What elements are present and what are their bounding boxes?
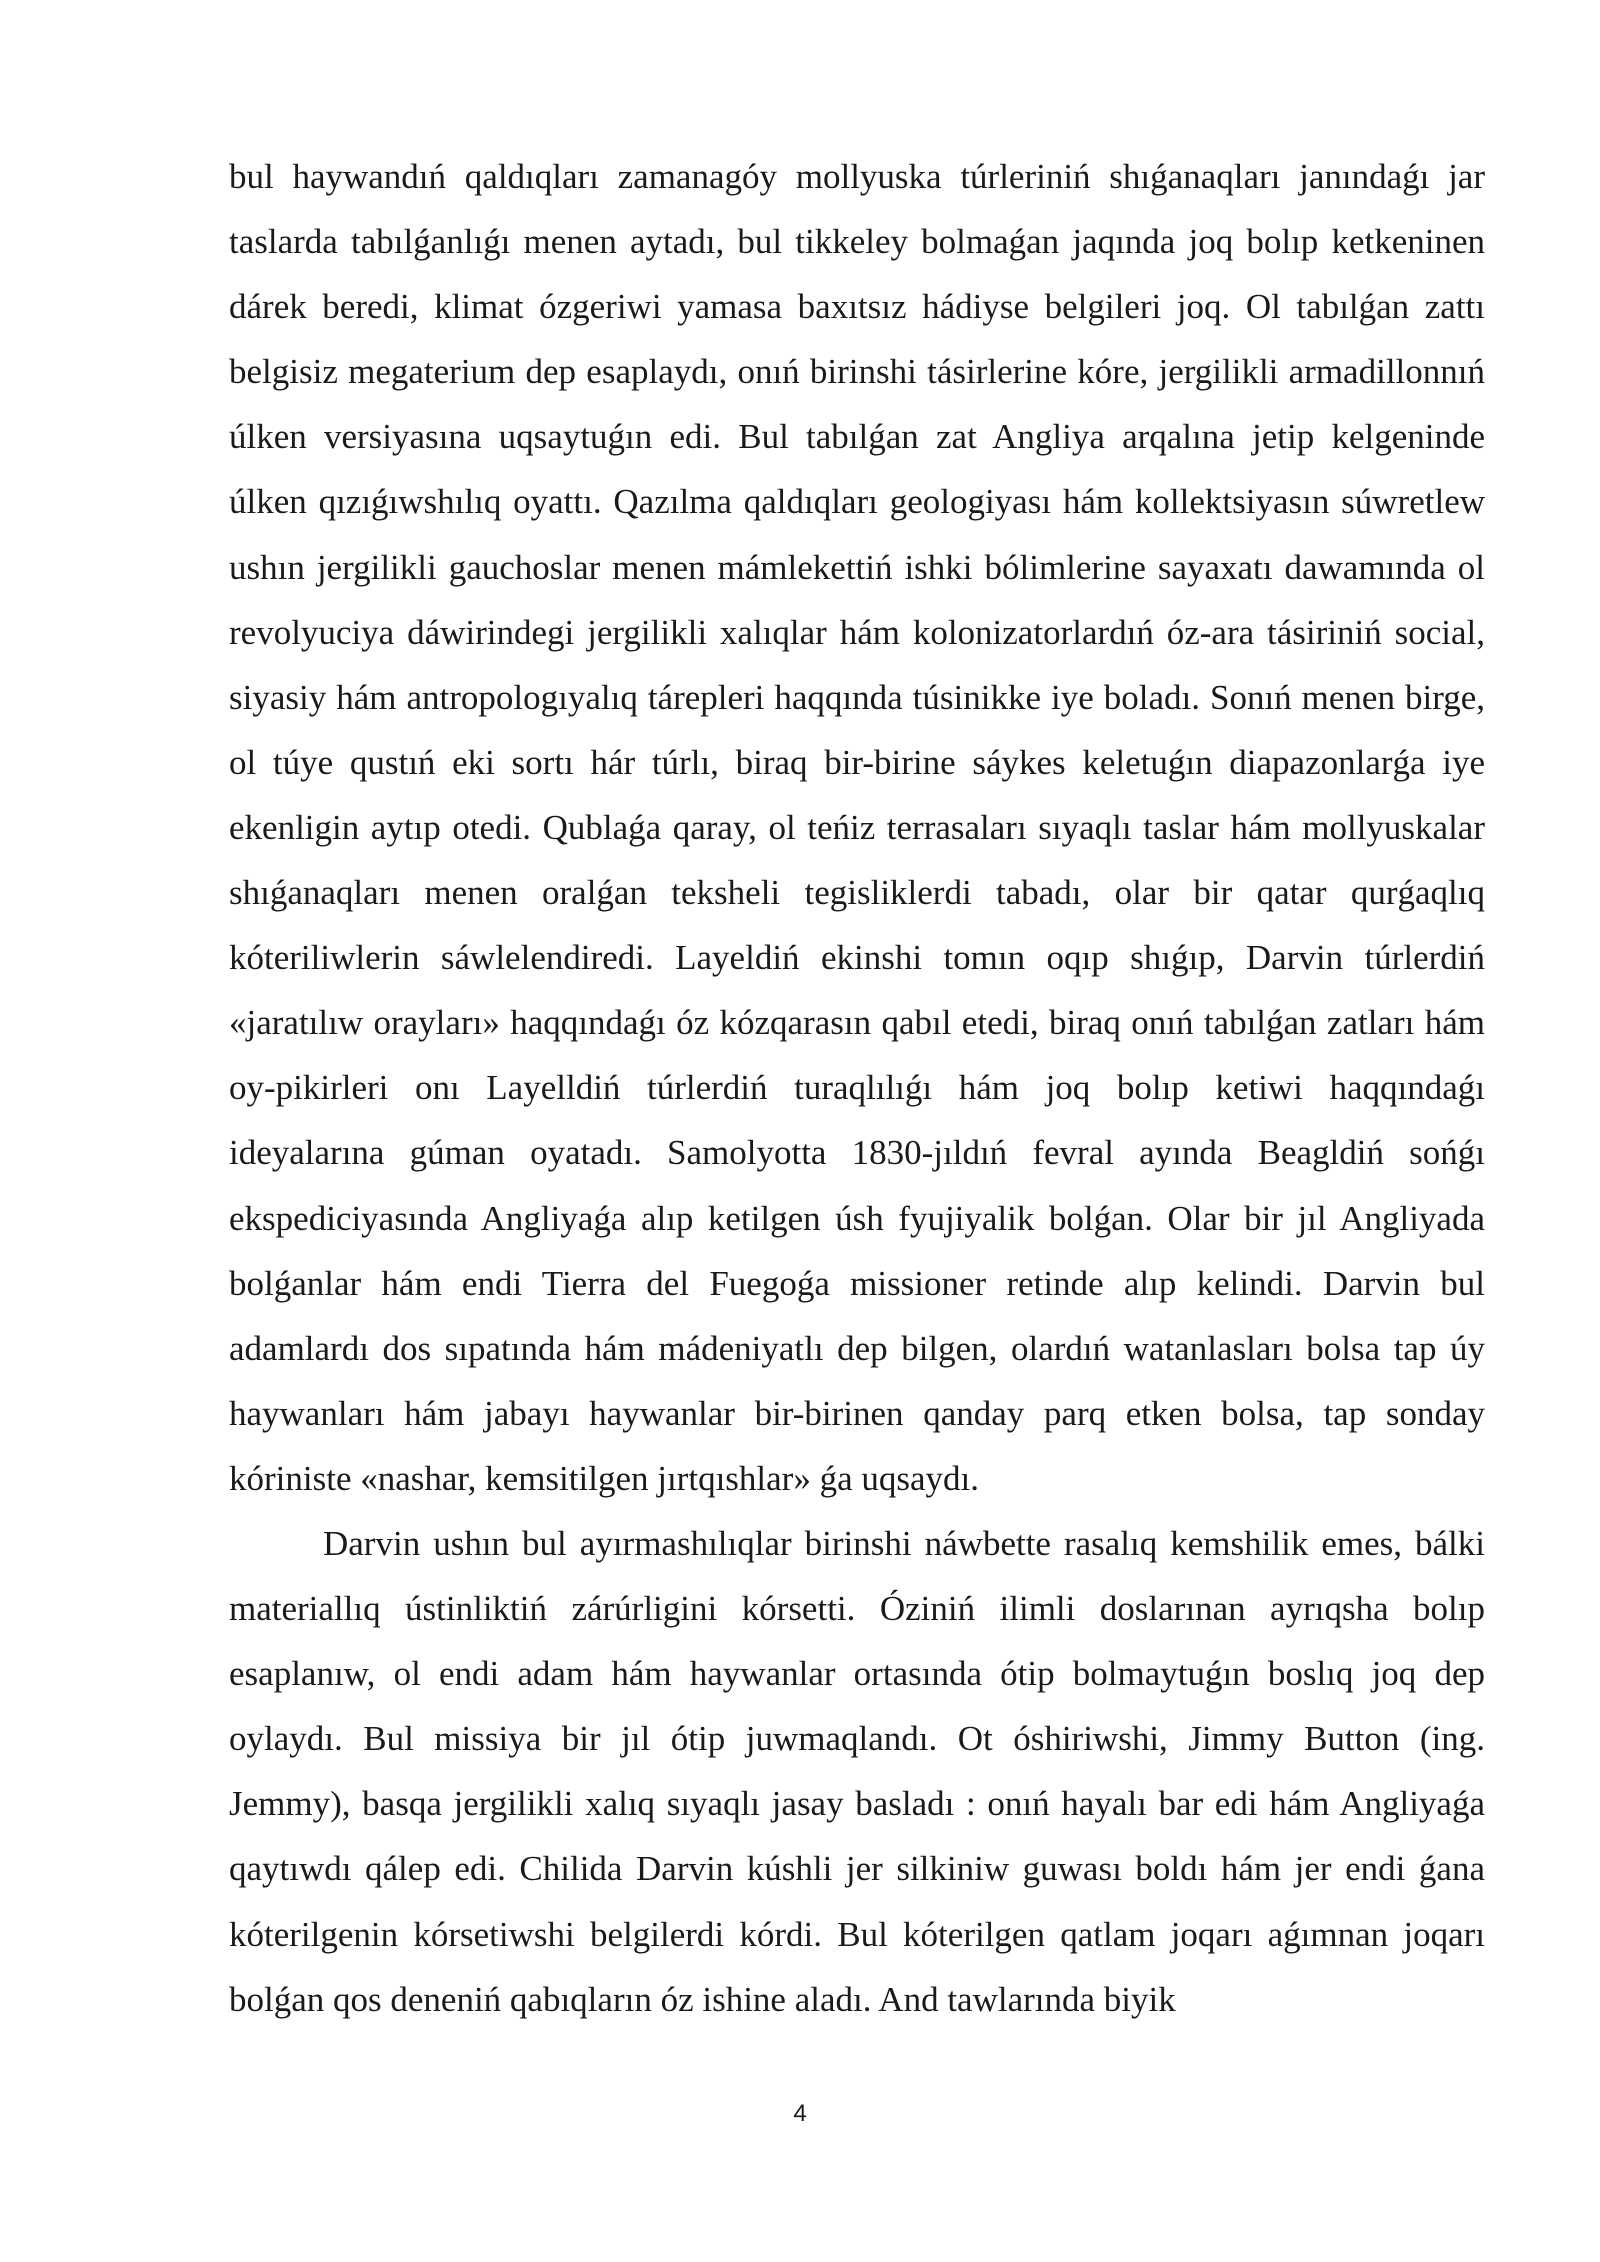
paragraph: bul haywandıń qaldıqları zamanagóy mollyuska túrleriniń shıǵanaqları janındaǵı jar taslarda tabılǵanlıǵı menen aytadı, bul tikkeley bolmaǵan jaqında joq bolıp ketkeninen dárek beredi, klimat ózgeriwi yamasa baxıtsız hádiyse belgileri joq. Ol tabılǵan zattı belgisiz megaterium dep esaplaydı, onıń birinshi tásirlerine kóre, jergilikli armadillonnıń úlken versiyasına uqsaytuǵın edi. Bul tabılǵan zat Angliya arqalına jetip kelgeninde úlken qızıǵıwshılıq oyattı. Qazılma qaldıqları geologiyası hám kollektsiyasın súwretlew ushın jergilikli gauchoslar menen mámlekettiń ishki bólimlerine sayaxatı dawamında ol revolyuciya dáwirindegi jergilikli xalıqlar hám kolonizatorlardıń óz-ara tásiriniń social, siyasiy hám antropologıyalıq tárepleri haqqında túsinikke iye boladı. Sonıń menen birge, ol túye qustıń eki sortı hár túrlı, biraq bir-birine sáykes keletuǵın diapazonlarǵa iye ekenligin aytıp otedi. Qublaǵa qaray, ol teńiz terrasaları sıyaqlı taslar hám mollyuskalar shıǵanaqları menen oralǵan teksheli tegisliklerdi tabadı, olar bir qatar qurǵaqlıq kóteriliwlerin sáwlelendiredi. Layeldiń ekinshi tomın oqıp shıǵıp, Darvin túrlerdiń «jaratılıw orayları» haqqındaǵı óz kózqarasın qabıl etedi, biraq onıń tabılǵan zatları hám oy-pikirleri onı Layelldiń túrlerdiń turaqlılıǵı hám joq bolıp ketiwi haqqındaǵı ideyalarına gúman oyatadı. Samolyotta 1830-jıldıń fevral ayında Beagldiń sońǵı ekspediciyasında Angliyaǵa alıp ketilgen úsh fyujiyalik bolǵan. Olar bir jıl Angliyada bolǵanlar hám endi Tierra del Fuegoǵa missioner retinde alıp kelindi. Darvin bul adamlardı dos sıpatında hám mádeniyatlı dep bilgen, olardıń watanlasları bolsa tap úy haywanları hám jabayı haywanlar bir-birinen qanday parq etken bolsa, tap sonday kóriniste «nashar, kemsitilgen jırtqıshlar» ǵa uqsaydı. <box>229 157 1485 1498</box>
paragraph: Darvin ushın bul ayırmashılıqlar birinshi náwbette rasalıq kemshilik emes, bálki materiallıq ústinliktiń zárúrligini kórsetti. Óziniń ilimli doslarınan ayrıqsha bolıp esaplanıw, ol endi adam hám haywanlar ortasında ótip bolmaytuǵın boslıq joq dep oylaydı. Bul missiya bir jıl ótip juwmaqlandı. Ot óshiriwshi, Jimmy Button (ing. Jemmy), basqa jergilikli xalıq sıyaqlı jasay basladı : onıń hayalı bar edi hám Angliyaǵa qaytıwdı qálep edi. Chilida Darvin kúshli jer silkiniw guwası boldı hám jer endi ǵana kóterilgenin kórsetiwshi belgilerdi kórdi. Bul kóterilgen qatlam joqarı aǵımnan joqarı bolǵan qos deneniń qabıqların óz ishine aladı. And tawlarında biyik <box>229 1523 1485 2019</box>
body-text <box>229 144 1485 2032</box>
page-number: 4 <box>793 2100 807 2127</box>
